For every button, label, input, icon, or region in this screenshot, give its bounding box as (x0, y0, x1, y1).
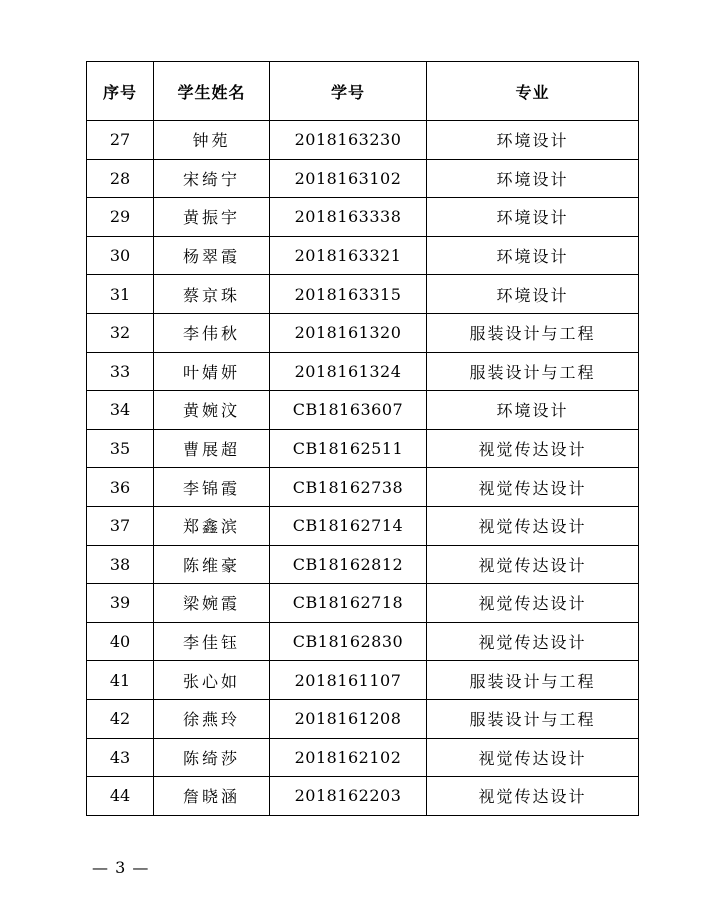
table-row (87, 391, 639, 430)
table-row (87, 198, 639, 237)
cell-student-name: 徐燕玲 (154, 699, 270, 738)
cell-seq: 34 (87, 391, 154, 430)
cell-student-id: CB18162830 (270, 622, 427, 661)
cell-seq: 28 (87, 159, 154, 198)
table-row (87, 275, 639, 314)
cell-seq: 27 (87, 121, 154, 160)
cell-seq: 43 (87, 738, 154, 777)
cell-major: 服装设计与工程 (427, 661, 639, 700)
table-row (87, 584, 639, 623)
table-row (87, 622, 639, 661)
cell-student-id: 2018163102 (270, 159, 427, 198)
cell-major: 环境设计 (427, 198, 639, 237)
table-row (87, 699, 639, 738)
cell-student-name: 詹晓涵 (154, 777, 270, 816)
header-seq: 序号 (87, 62, 154, 121)
cell-major: 环境设计 (427, 391, 639, 430)
header-student-name: 学生姓名 (154, 62, 270, 121)
cell-seq: 37 (87, 506, 154, 545)
page-number: — 3 — (92, 858, 150, 877)
cell-student-id: 2018161324 (270, 352, 427, 391)
table-body (87, 121, 639, 816)
cell-student-id: 2018161320 (270, 313, 427, 352)
cell-student-id: 2018163321 (270, 236, 427, 275)
cell-seq: 29 (87, 198, 154, 237)
cell-major: 环境设计 (427, 236, 639, 275)
table-row (87, 429, 639, 468)
cell-seq: 44 (87, 777, 154, 816)
header-student-id: 学号 (270, 62, 427, 121)
cell-student-id: 2018163338 (270, 198, 427, 237)
cell-student-name: 陈绮莎 (154, 738, 270, 777)
cell-student-name: 黄振宇 (154, 198, 270, 237)
cell-student-name: 郑鑫滨 (154, 506, 270, 545)
cell-student-name: 陈维豪 (154, 545, 270, 584)
cell-student-id: CB18162738 (270, 468, 427, 507)
cell-seq: 32 (87, 313, 154, 352)
cell-student-id: CB18163607 (270, 391, 427, 430)
cell-major: 视觉传达设计 (427, 506, 639, 545)
cell-seq: 42 (87, 699, 154, 738)
table-row (87, 545, 639, 584)
cell-student-name: 宋绮宁 (154, 159, 270, 198)
cell-student-id: CB18162812 (270, 545, 427, 584)
cell-major: 视觉传达设计 (427, 584, 639, 623)
cell-seq: 41 (87, 661, 154, 700)
cell-major: 视觉传达设计 (427, 738, 639, 777)
cell-student-id: 2018162203 (270, 777, 427, 816)
cell-student-name: 叶婧妍 (154, 352, 270, 391)
cell-student-id: 2018163230 (270, 121, 427, 160)
cell-seq: 33 (87, 352, 154, 391)
table-row (87, 352, 639, 391)
cell-major: 服装设计与工程 (427, 313, 639, 352)
header-major: 专业 (427, 62, 639, 121)
cell-seq: 40 (87, 622, 154, 661)
cell-seq: 30 (87, 236, 154, 275)
cell-major: 视觉传达设计 (427, 622, 639, 661)
table-row (87, 777, 639, 816)
cell-student-name: 曹展超 (154, 429, 270, 468)
cell-seq: 39 (87, 584, 154, 623)
cell-major: 视觉传达设计 (427, 429, 639, 468)
cell-student-name: 杨翠霞 (154, 236, 270, 275)
table-row (87, 121, 639, 160)
cell-student-id: 2018161107 (270, 661, 427, 700)
cell-major: 环境设计 (427, 159, 639, 198)
cell-seq: 35 (87, 429, 154, 468)
cell-student-id: 2018163315 (270, 275, 427, 314)
cell-student-name: 梁婉霞 (154, 584, 270, 623)
table-row (87, 159, 639, 198)
cell-student-name: 李伟秋 (154, 313, 270, 352)
cell-major: 服装设计与工程 (427, 352, 639, 391)
cell-student-id: 2018161208 (270, 699, 427, 738)
table-row (87, 506, 639, 545)
table-row (87, 313, 639, 352)
cell-student-id: CB18162511 (270, 429, 427, 468)
cell-major: 视觉传达设计 (427, 545, 639, 584)
cell-major: 服装设计与工程 (427, 699, 639, 738)
cell-major: 视觉传达设计 (427, 777, 639, 816)
cell-major: 视觉传达设计 (427, 468, 639, 507)
table-header-row (87, 62, 639, 121)
cell-major: 环境设计 (427, 121, 639, 160)
cell-student-id: CB18162714 (270, 506, 427, 545)
student-roster-table (86, 61, 639, 816)
table-row (87, 236, 639, 275)
cell-student-name: 黄婉汶 (154, 391, 270, 430)
table-row (87, 468, 639, 507)
cell-seq: 38 (87, 545, 154, 584)
cell-student-name: 钟苑 (154, 121, 270, 160)
cell-student-name: 李佳钰 (154, 622, 270, 661)
cell-student-id: 2018162102 (270, 738, 427, 777)
cell-major: 环境设计 (427, 275, 639, 314)
cell-seq: 36 (87, 468, 154, 507)
cell-student-name: 张心如 (154, 661, 270, 700)
cell-student-name: 李锦霞 (154, 468, 270, 507)
cell-student-name: 蔡京珠 (154, 275, 270, 314)
table-row (87, 738, 639, 777)
cell-student-id: CB18162718 (270, 584, 427, 623)
table-row (87, 661, 639, 700)
cell-seq: 31 (87, 275, 154, 314)
